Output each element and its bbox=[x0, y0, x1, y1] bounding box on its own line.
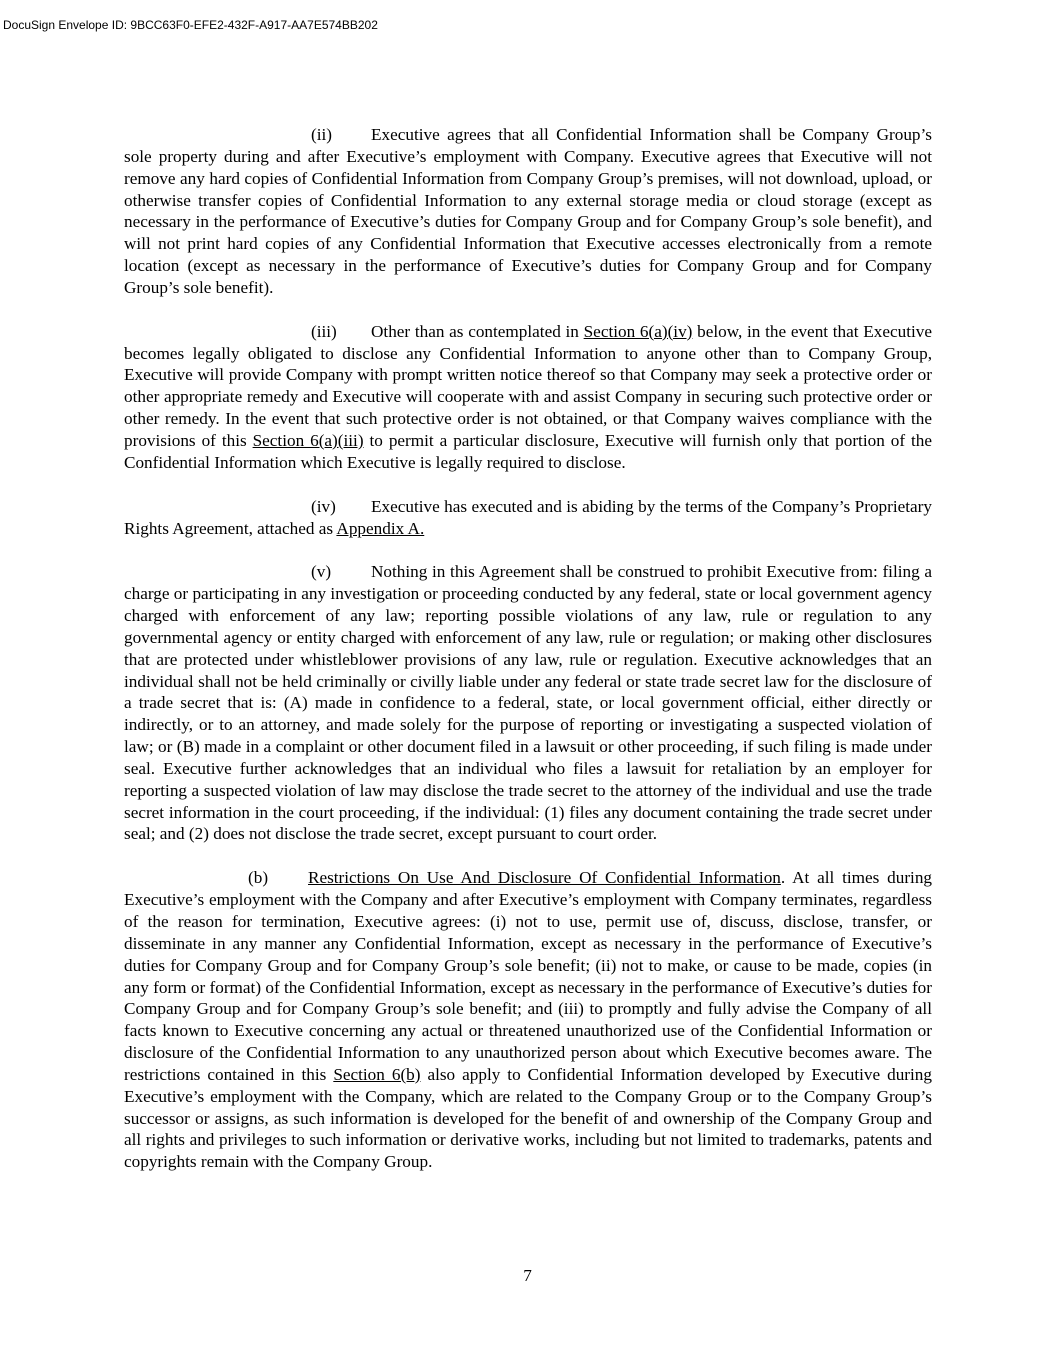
paragraph-text: . At all times during Executive’s employment with the Company and after Executive’s employment with Company terminates, regardless of the reason for termination, Executive agrees: (i) not to use, permit use of, discuss, disclose, transfer, or disseminate in any manner any Confidential Information, except as necessary in the performance of Executive’s duties for Company Group and for Company Group’s sole benefit; (ii) not to make, or cause to be made, copies (in any form or format) of the Confidential Information, except as necessary in the performance of Executive’s duties for Company Group and for Company Group’s sole benefit; and (iii) to promptly and fully advise the Company of all facts known to Executive concerning any actual or threatened unauthorized use of the Confidential Information or disclosure of the Confidential Information to any unauthorized person about which Executive becomes aware. The restrictions contained in this bbox=[124, 868, 933, 1084]
paragraph-number: (v) bbox=[311, 562, 332, 582]
appendix-reference: Appendix A. bbox=[336, 518, 425, 538]
paragraph-number: (b) bbox=[248, 868, 269, 888]
paragraph-text: to permit a particular disclosure, Executive will furnish only that portion of the Confidential Information which Executive is legally required to disclose. bbox=[124, 430, 932, 472]
docusign-envelope-id: DocuSign Envelope ID: 9BCC63F0-EFE2-432F-A917-AA7E574BB202 bbox=[3, 18, 378, 32]
paragraph-number: (iv) bbox=[311, 496, 336, 516]
paragraph-text: Executive has executed and is abiding by the terms of the Company’s Proprietary Rights Agreement, attached as bbox=[124, 496, 932, 538]
paragraph-iii bbox=[124, 321, 932, 474]
paragraph-text: Other than as contemplated in bbox=[371, 321, 584, 341]
section-reference: Section 6(b) bbox=[333, 1064, 421, 1084]
section-reference: Section 6(a)(iii) bbox=[252, 430, 364, 450]
paragraph-number: (iii) bbox=[311, 321, 337, 341]
paragraph-number: (ii) bbox=[311, 125, 332, 144]
paragraph-b bbox=[124, 867, 932, 1173]
paragraph-text: Nothing in this Agreement shall be construed to prohibit Executive from: filing a charge or participating in any investigation or proceeding conducted by any federal, state or local government agency charged with enforcement of any law; reporting possible violations of any law, rule or regulation to any governmental agency or entity charged with enforcement of any law, rule or regulation; or making other disclosures that are protected under whistleblower provisions of any law, rule or regulation. Executive acknowledges that an individual shall not be held criminally or civilly liable under any federal or state trade secret law for the disclosure of a trade secret that is: (A) made in confidence to a federal, state, or local government official, either directly or indirectly, or to an attorney, and made solely for the purpose of reporting or investigating a suspected violation of law; or (B) made in a complaint or other document filed in a lawsuit or other proceeding, if such filing is made under seal. Executive further acknowledges that an individual who files a lawsuit for retaliation by an employer for reporting a suspected violation of law may disclose the trade secret to the attorney of the individual and use the trade secret information in the court proceeding, if the individual: (1) files any document containing the trade secret under seal; and (2) does not disclose the trade secret, except pursuant to court order. bbox=[124, 562, 932, 844]
section-reference: Section 6(a)(iv) bbox=[583, 321, 693, 341]
paragraph-v bbox=[124, 561, 932, 845]
paragraph-ii bbox=[124, 124, 932, 299]
paragraph-iv bbox=[124, 496, 932, 540]
paragraph-text: also apply to Confidential Information developed by Executive during Executive’s employment with the Company, which are related to the Company Group or to the Company Group’s successor or assigns, as such information is developed for the benefit of and ownership of the Company Group and all rights and privileges to such information or derivative works, including but not limited to trademarks, patents and copyrights remain with the Company Group. bbox=[124, 1064, 932, 1172]
paragraph-text: below, in the event that Executive becomes legally obligated to disclose any Confidential Information to anyone other than to Company Group, Executive will provide Company with prompt written notice thereof so that Company may seek a protective order or other appropriate remedy and Executive will cooperate with and assist Company in securing such protective order or other remedy. In the event that such protective order is not obtained, or that Company waives compliance with the provisions of this bbox=[124, 321, 932, 450]
document-body bbox=[124, 124, 932, 1195]
section-heading: Restrictions On Use And Disclosure Of Confidential Information bbox=[308, 868, 781, 888]
page-number: 7 bbox=[523, 1266, 532, 1285]
paragraph-text: Executive agrees that all Confidential Information shall be Company Group’s sole property during and after Executive’s employment with Company. Executive agrees that Executive will not remove any hard copies of Confidential Information from Company Group’s premises, will not download, upload, or otherwise transfer copies of Confidential Information to any external storage media or cloud storage (except as necessary in the performance of Executive’s duties for Company Group and for Company Group’s sole benefit), and will not print hard copies of any Confidential Information that Executive accesses electronically from a remote location (except as necessary in the performance of Executive’s duties for Company Group and for Company Group’s sole benefit). bbox=[124, 125, 932, 297]
